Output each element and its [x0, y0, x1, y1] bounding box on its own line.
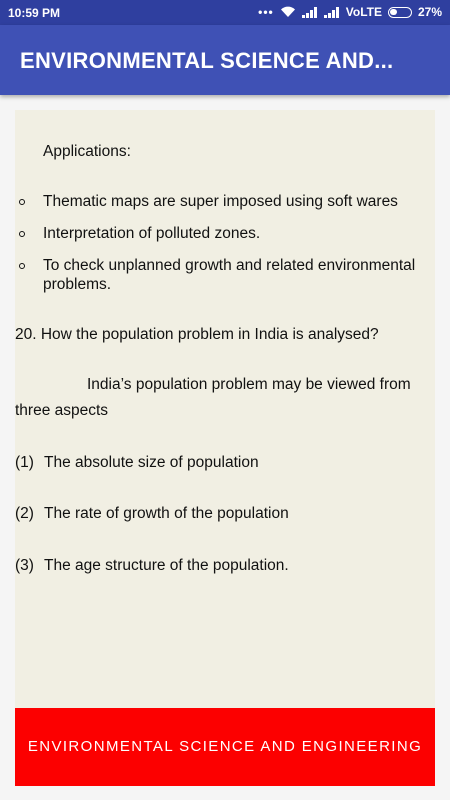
battery-icon: [388, 7, 412, 18]
list-item-text: Thematic maps are super imposed using soft wares: [43, 193, 398, 210]
item-number: (2): [15, 505, 34, 522]
list-item-text: To check unplanned growth and related environmental problems.: [43, 257, 416, 293]
battery-percent: 27%: [417, 5, 442, 19]
bullet-icon: [19, 231, 25, 237]
item-number: (3): [15, 557, 34, 574]
content-page[interactable]: [15, 110, 435, 708]
intro-line-1: India’s population problem may be viewed from: [87, 376, 411, 393]
list-item-text: Interpretation of polluted zones.: [43, 225, 261, 242]
wifi-icon: [280, 6, 296, 18]
footer-label: ENVIRONMENTAL SCIENCE AND ENGINEERING: [27, 738, 423, 755]
question-heading: 20. How the population problem in India is analysed?: [15, 326, 379, 343]
status-bar: [0, 0, 450, 25]
signal-icon: [302, 7, 318, 18]
status-time: 10:59 PM: [8, 6, 61, 20]
status-icons: [258, 5, 442, 19]
intro-line-2: three aspects: [15, 402, 109, 419]
app-bar: [0, 25, 450, 95]
item-number: (1): [15, 454, 34, 471]
signal-icon: [324, 7, 340, 18]
bullet-icon: [19, 199, 25, 205]
more-notifications-icon: •••: [258, 5, 274, 19]
bullet-icon: [19, 263, 25, 269]
app-title: ENVIRONMENTAL SCIENCE AND...: [20, 48, 394, 73]
applications-heading: Applications:: [43, 143, 131, 160]
item-text: The rate of growth of the population: [44, 505, 289, 522]
network-type: VoLTE: [345, 5, 382, 19]
footer-banner[interactable]: [15, 708, 435, 786]
item-text: The absolute size of population: [44, 454, 259, 471]
item-text: The age structure of the population.: [44, 557, 289, 574]
